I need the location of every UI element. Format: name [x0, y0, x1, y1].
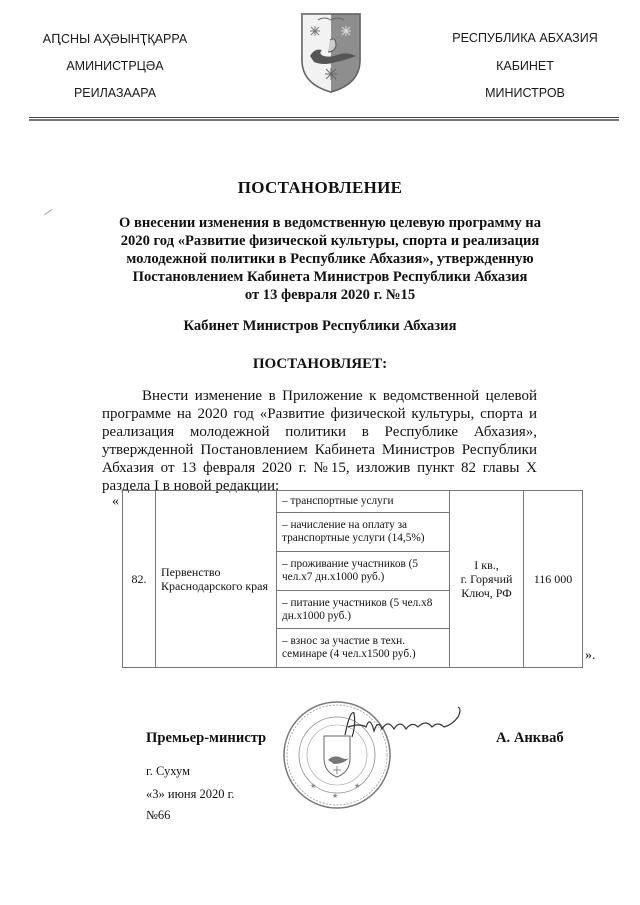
- letterhead-right-line-1: РЕСПУБЛИКА АБХАЗИЯ: [452, 31, 598, 45]
- signatory-position: Премьер-министр: [146, 730, 267, 746]
- svg-text:★: ★: [310, 783, 317, 790]
- table-row: [123, 491, 583, 513]
- cost-item: – начисление на оплату за транспортные услуги (14,5%): [277, 513, 450, 552]
- place-cell: [450, 491, 524, 668]
- subtitle-line: от 13 февраля 2020 г. №15: [244, 287, 416, 303]
- scan-mark: [44, 209, 56, 220]
- cost-item: – проживание участников (5 чел.х7 дн.х1000 руб.): [277, 552, 450, 591]
- svg-text:★: ★: [354, 783, 361, 790]
- body-paragraph: [102, 387, 537, 495]
- document-title: ПОСТАНОВЛЕНИЕ: [237, 178, 403, 197]
- letterhead-right-line-3: МИНИСТРОВ: [485, 86, 565, 100]
- subtitle-line: 2020 год «Развитие физической культуры, спорта и реализация: [120, 233, 540, 249]
- subtitle-line: О внесении изменения в ведомственную целевую программу на: [118, 215, 542, 231]
- svg-text:★: ★: [332, 793, 339, 800]
- signatory-name: А. Анкваб: [496, 730, 564, 746]
- quote-open: «: [112, 494, 119, 509]
- item-number: 82.: [123, 491, 156, 668]
- amount-cell: 116 000: [524, 491, 583, 668]
- letterhead-left-line-3: РЕИЛАЗААРА: [73, 86, 157, 100]
- issuer: Кабинет Министров Республики Абхазия: [183, 318, 457, 334]
- abkhazia-coat-of-arms-icon: [300, 12, 362, 94]
- letterhead-right-line-2: КАБИНЕТ: [496, 59, 554, 73]
- cost-item: – питание участников (5 чел.х8 дн.х1000 руб.): [277, 590, 450, 629]
- quote-close: ».: [585, 648, 596, 663]
- subtitle-line: Постановлением Кабинета Министров Республики Абхазия: [132, 269, 528, 285]
- letterhead-left-line-1: АԤСНЫ АҲӘЫНҬҚАРРА: [42, 32, 188, 46]
- decree-number: №66: [146, 808, 171, 822]
- cost-item: – взнос за участие в техн. семинаре (4 чел.х1500 руб.): [277, 629, 450, 668]
- place-line: Ключ, РФ: [461, 586, 512, 600]
- place-line: г. Горячий: [460, 572, 513, 586]
- issue-city: г. Сухум: [146, 764, 191, 778]
- cost-item: – транспортные услуги: [277, 491, 450, 513]
- document-subtitle: [110, 214, 550, 304]
- letterhead-left-line-2: АМИНИСТРЦӘА: [66, 59, 164, 73]
- body-text: Внести изменение в Приложение к ведомственной целевой программе на 2020 год «Развитие физической культуры, спорта и реализация молодежной политики в Республике Абхазия», утвержденной Постановлением Кабинета Министров Республики Абхазия от 13 февраля 2020 г. №15, изложив пункт 82 главы X раздела I в новой редакции:: [102, 388, 537, 494]
- place-line: I кв.,: [474, 558, 499, 572]
- signature-icon: [340, 705, 470, 745]
- event-name: Первенство Краснодарского края: [156, 491, 277, 668]
- issue-date: «3» июня 2020 г.: [146, 787, 235, 801]
- letterhead-divider: [29, 117, 619, 121]
- subtitle-line: молодежной политики в Республике Абхазия», утвержденную: [126, 251, 534, 267]
- amendment-table: [122, 490, 583, 668]
- decree-word: ПОСТАНОВЛЯЕТ:: [252, 356, 388, 372]
